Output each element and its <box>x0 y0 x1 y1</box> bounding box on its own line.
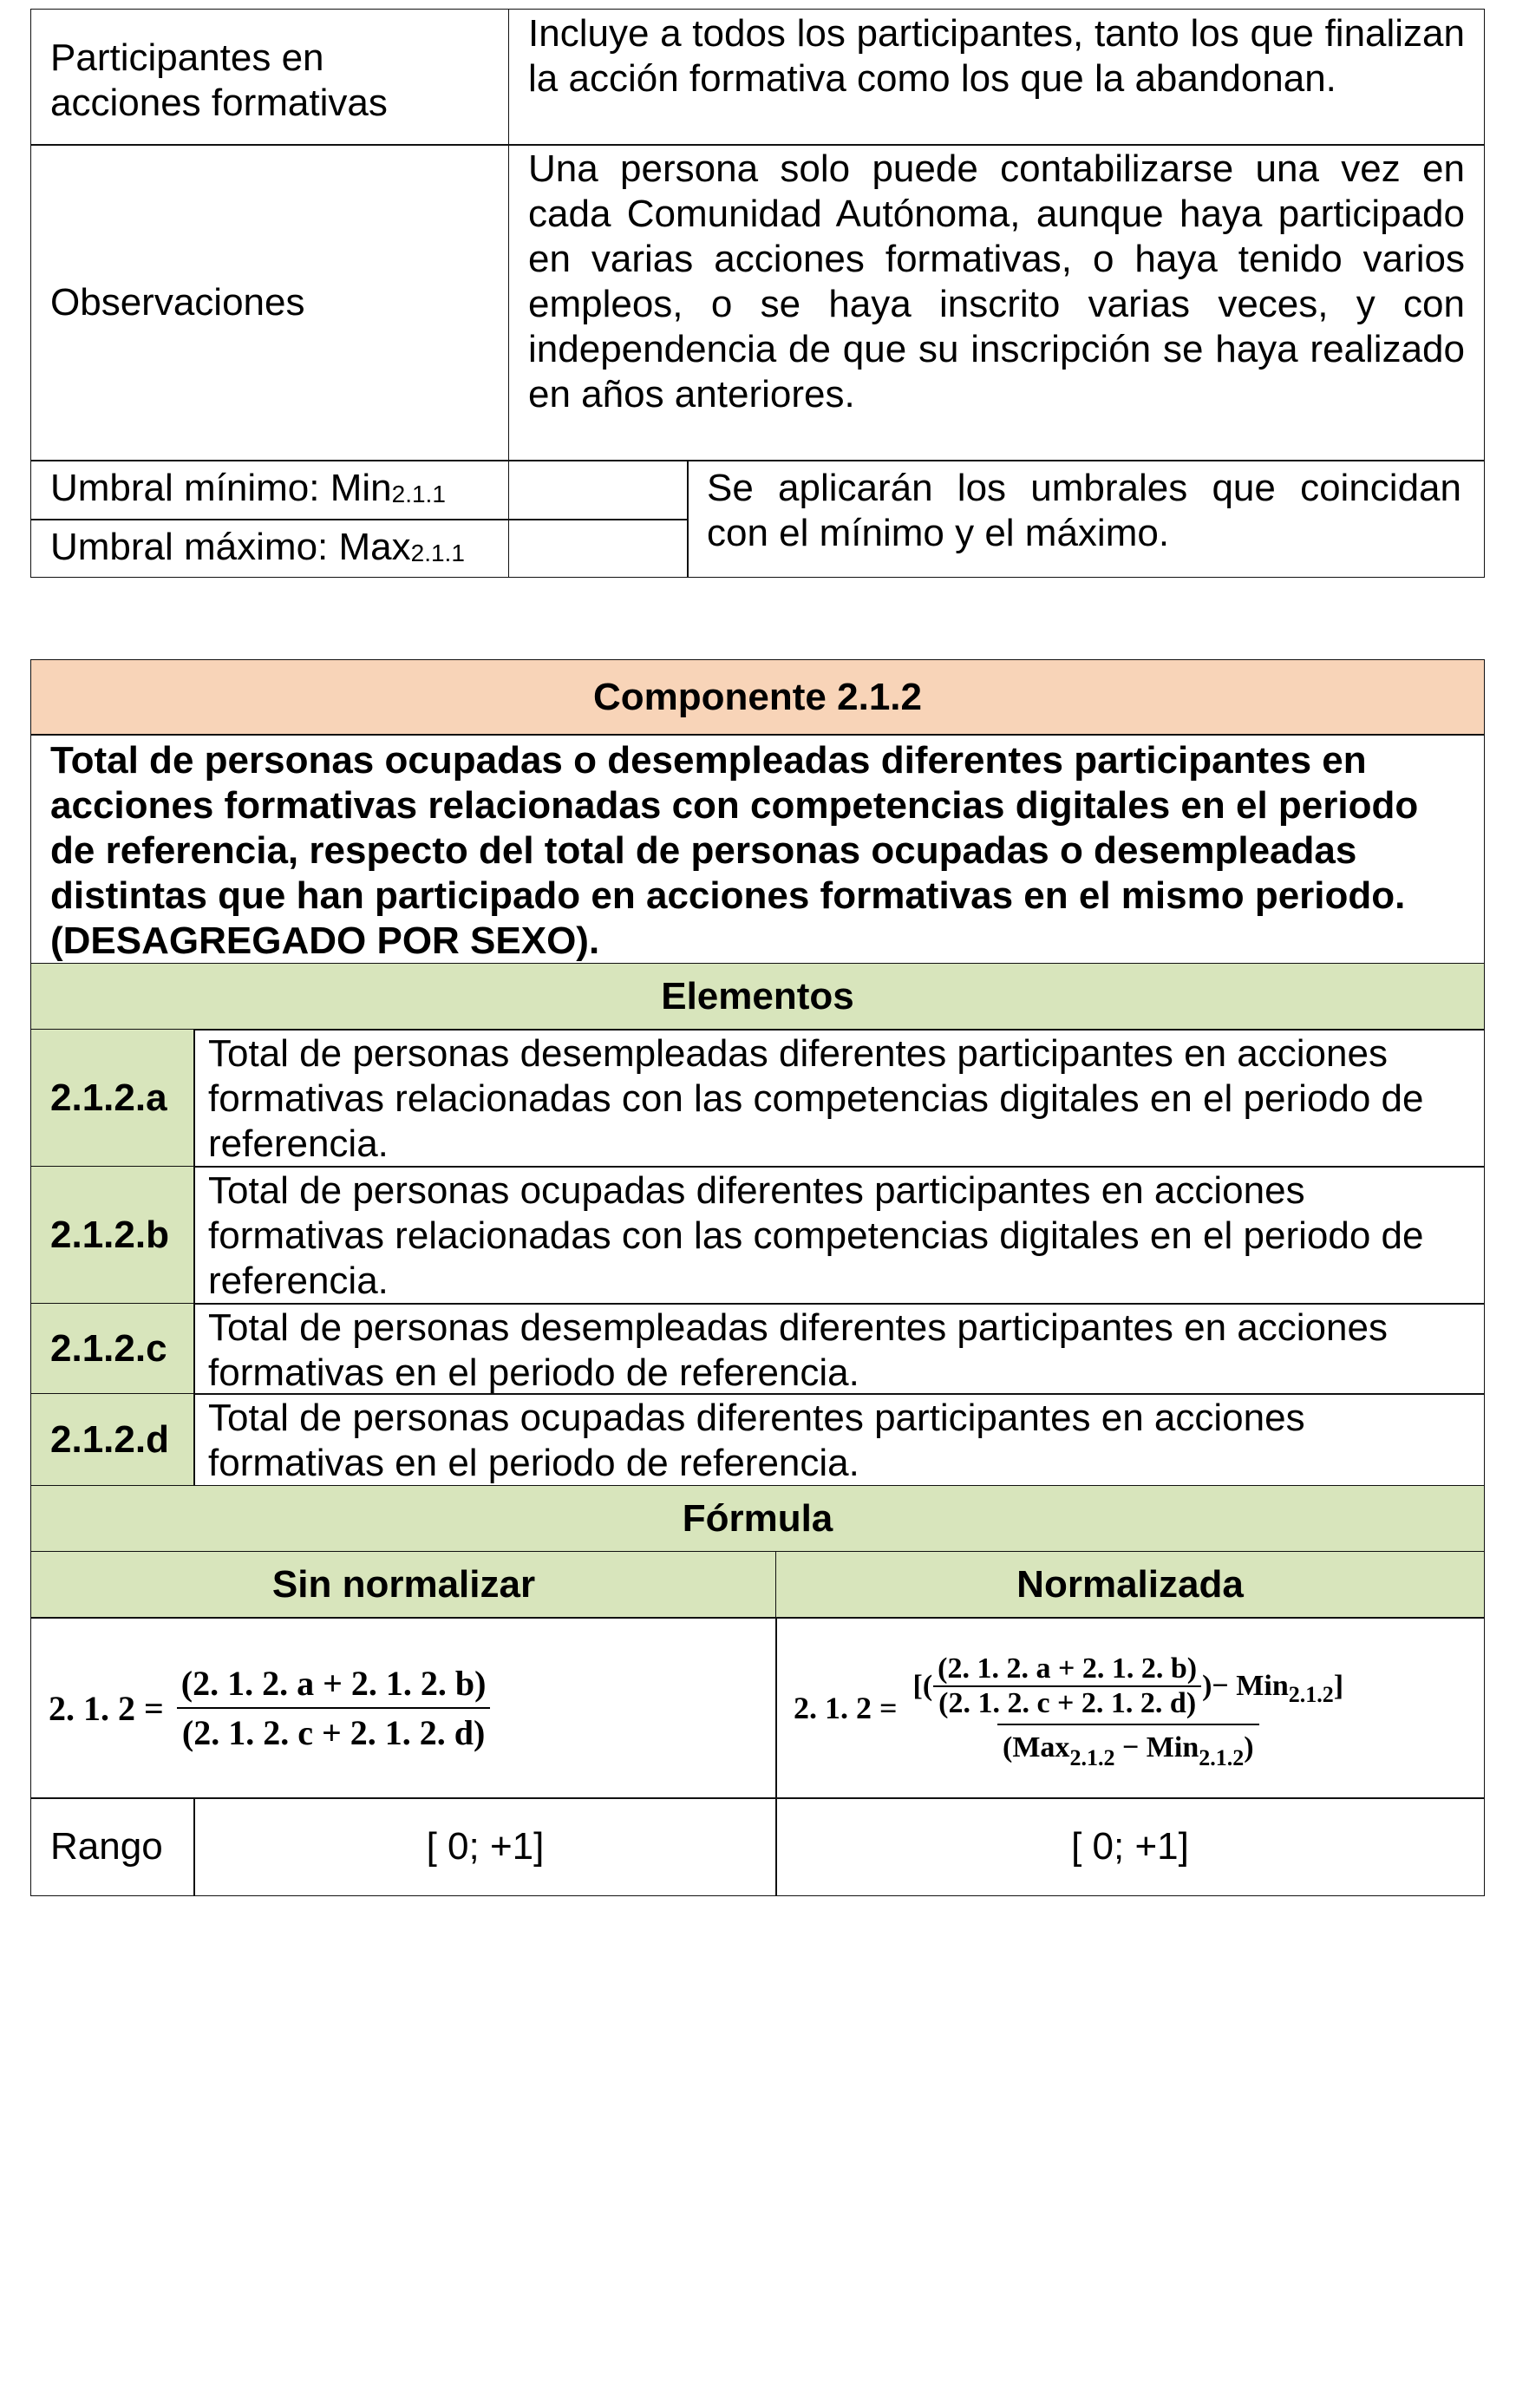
formula-norm-den-end: ) <box>1244 1731 1254 1763</box>
formula-norm-outer-fraction <box>908 1652 1349 1770</box>
element-code-cell <box>30 1029 195 1168</box>
rango-norm-cell <box>775 1797 1485 1896</box>
umbral-note-cell <box>687 460 1485 578</box>
elements-header-cell <box>30 963 1485 1031</box>
participantes-label: Participantes en acciones formativas <box>50 36 388 124</box>
umbral-min-label <box>50 466 446 515</box>
element-text: Total de personas desempleadas diferentes participantes en acciones formativas relacionadas con las competencias digitales en el periodo de referencia. <box>208 1032 1424 1165</box>
formula-sin-lhs: 2. 1. 2 = <box>49 1688 164 1728</box>
umbral-max-text: Umbral máximo: Max <box>50 526 411 568</box>
formula-norm-den-min-sub: 2.1.2 <box>1199 1744 1245 1770</box>
observaciones-text: Una persona solo puede contabilizarse una vez en cada Comunidad Autónoma, aunque haya participado en varias acciones formativas, o haya tenido varios empleos, o se haya inscrito varias veces, y con independencia de que su inscripción se haya realizado en años anteriores. <box>528 147 1465 416</box>
formula-sin-denominator: (2. 1. 2. c + 2. 1. 2. d) <box>177 1707 490 1753</box>
formula-norm-den-max: (Max <box>1003 1731 1070 1763</box>
rango-sin-cell <box>193 1797 777 1896</box>
element-text-cell <box>193 1303 1485 1395</box>
formula-norm-outer-numerator <box>908 1652 1349 1724</box>
component-description-cell <box>30 734 1485 965</box>
formula-norm-outer-denominator <box>997 1724 1259 1770</box>
rango-norm-value: [ 0; +1] <box>1071 1825 1189 1868</box>
formula-norm-lhs: 2. 1. 2 = <box>794 1691 898 1725</box>
sin-normalizar-header: Sin normalizar <box>271 1563 536 1606</box>
element-code: 2.1.2.c <box>50 1327 167 1370</box>
formula-norm-close-sub: 2.1.2 <box>1288 1681 1334 1707</box>
observaciones-label: Observaciones <box>50 281 305 324</box>
umbral-note: Se aplicarán los umbrales que coincidan con el mínimo y el máximo. <box>707 467 1461 554</box>
rango-label: Rango <box>50 1825 163 1868</box>
element-code-cell <box>30 1303 195 1395</box>
element-code: 2.1.2.a <box>50 1076 167 1119</box>
element-code: 2.1.2.d <box>50 1418 169 1461</box>
formula-norm-open: [( <box>912 1669 933 1702</box>
umbral-min-text: Umbral mínimo: Min <box>50 467 392 509</box>
formula-sin-normalizar-cell <box>30 1617 777 1799</box>
formula-norm-inner-fraction <box>932 1652 1202 1720</box>
observaciones-text-cell <box>508 144 1485 461</box>
component-description: Total de personas ocupadas o desempleadas diferentes participantes en acciones formativas relacionadas con competencias digitales en el periodo de referencia, respecto del total de personas ocupadas o desempleadas distintas que han participado en acciones formativas en el mismo periodo. (DESAGREGADO POR SEXO). <box>50 739 1419 962</box>
formula-sin-fraction <box>176 1663 492 1753</box>
rango-label-cell <box>30 1797 195 1896</box>
formula-sin-normalizar <box>49 1663 491 1753</box>
umbral-max-sub: 2.1.1 <box>410 540 465 566</box>
element-text-cell <box>193 1393 1485 1487</box>
umbral-min-value-cell <box>508 460 689 520</box>
element-text: Total de personas desempleadas diferentes participantes en acciones formativas en el periodo de referencia. <box>208 1306 1388 1394</box>
element-text-cell <box>193 1029 1485 1168</box>
formula-norm-inner-numerator: (2. 1. 2. a + 2. 1. 2. b) <box>938 1652 1198 1685</box>
observaciones-label-cell <box>30 144 509 461</box>
element-code-cell <box>30 1166 195 1305</box>
normalizada-header-cell <box>775 1551 1485 1619</box>
element-text: Total de personas ocupadas diferentes participantes en acciones formativas relacionadas con las competencias digitales en el periodo de referencia. <box>208 1169 1424 1302</box>
formula-sin-numerator: (2. 1. 2. a + 2. 1. 2. b) <box>180 1664 487 1703</box>
component-title-cell <box>30 659 1485 736</box>
normalizada-header: Normalizada <box>1016 1563 1244 1606</box>
formula-norm-close-end: ] <box>1333 1669 1344 1702</box>
participantes-text: Incluye a todos los participantes, tanto los que finalizan la acción formativa como los que la abandonan. <box>528 12 1465 100</box>
umbral-max-label <box>50 525 465 574</box>
formula-header-cell <box>30 1485 1485 1553</box>
sin-normalizar-header-cell <box>30 1551 777 1619</box>
element-code: 2.1.2.b <box>50 1214 169 1256</box>
umbral-max-value-cell <box>508 519 689 578</box>
formula-normalizada-cell <box>775 1617 1485 1799</box>
element-text-cell <box>193 1166 1485 1305</box>
formula-norm-den-minus: − Min <box>1114 1731 1199 1763</box>
component-title: Componente 2.1.2 <box>593 676 922 718</box>
rango-sin-value: [ 0; +1] <box>426 1825 545 1868</box>
formula-norm-den-max-sub: 2.1.2 <box>1069 1744 1115 1770</box>
elements-header: Elementos <box>661 975 854 1018</box>
element-code-cell <box>30 1393 195 1487</box>
formula-norm-inner-denominator: (2. 1. 2. c + 2. 1. 2. d) <box>933 1685 1201 1720</box>
formula-norm-close: )− Min <box>1202 1669 1289 1702</box>
participantes-label-cell <box>30 9 509 146</box>
umbral-min-label-cell <box>30 460 509 520</box>
umbral-min-sub: 2.1.1 <box>391 481 446 507</box>
formula-header: Fórmula <box>682 1497 833 1540</box>
umbral-max-label-cell <box>30 519 509 578</box>
participantes-text-cell <box>508 9 1485 146</box>
formula-normalizada <box>794 1652 1349 1770</box>
element-text: Total de personas ocupadas diferentes participantes en acciones formativas en el periodo de referencia. <box>208 1397 1305 1484</box>
